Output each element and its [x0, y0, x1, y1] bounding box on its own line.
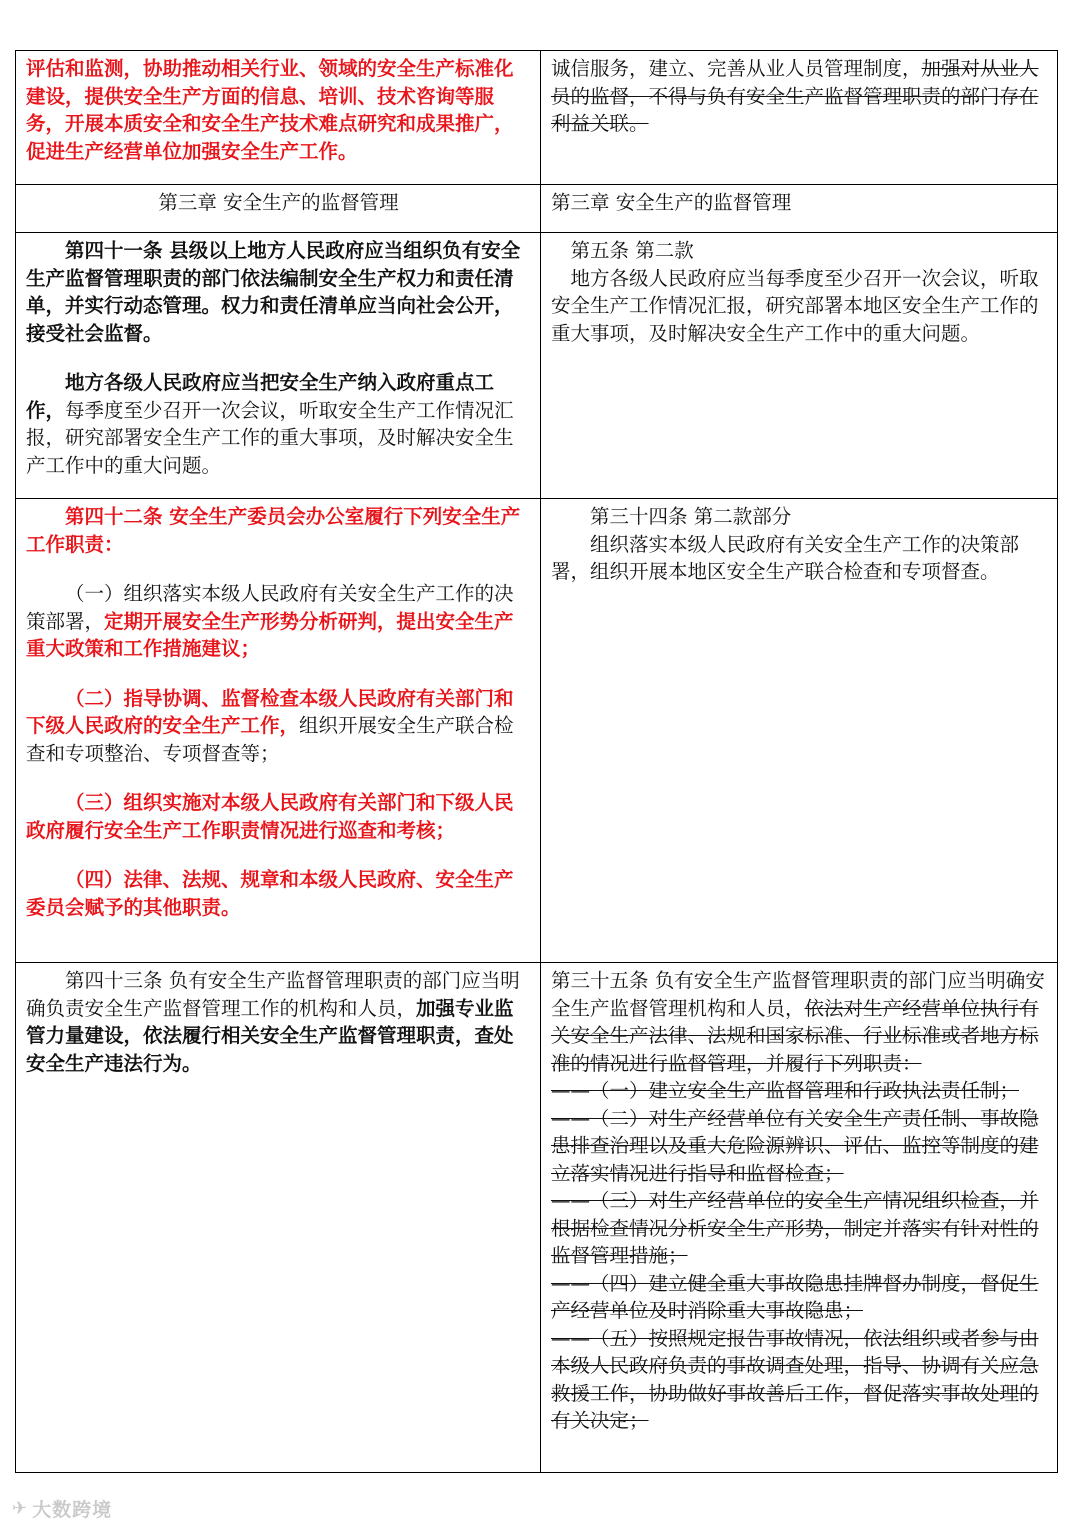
- bold-text: 加强专业监管力量建设，依法履行相关安全生产监督管理职责，查处安全生产违法行为。: [26, 996, 514, 1075]
- watermark: [12, 1495, 112, 1522]
- article-ref-body: 地方各级人民政府应当每季度至少召开一次会议，听取安全生产工作情况汇报，研究部署本地区安全生产工作的重大事项，及时解决安全生产工作中的重大问题。: [551, 266, 1039, 345]
- left-cell: [16, 963, 541, 1473]
- chapter-row: [16, 185, 1058, 233]
- article-35-p1: [551, 967, 1048, 1077]
- struck-item: —— （四）建立健全重大事故隐患挂牌督办制度，督促生产经营单位及时消除重大事故隐患；: [551, 1270, 1048, 1325]
- left-cell: [16, 51, 541, 185]
- red-text: 定期开展安全生产形势分析研判，提出安全生产重大政策和工作措施建议；: [26, 609, 514, 660]
- article-42-item-2: [26, 685, 531, 768]
- struck-text: 依法对生产经营单位执行有关安全生产法律、法规和国家标准、行业标准或者地方标准的情况进行监督管理，并履行下列职责：: [551, 996, 1039, 1075]
- normal-text: 第三十五条 负有安全生产监督管理职责的部门应当明确安全生产监督管理机构和人员，: [551, 969, 1045, 1020]
- article-41-p1: 第四十一条 县级以上地方人民政府应当组织负有安全生产监督管理职责的部门依法编制安全生产权力和责任清单，并实行动态管理。权力和责任清单应当向社会公开，接受社会监督。: [26, 239, 521, 345]
- bold-text: 地方各级人民政府应当把安全生产纳入政府重点工作，: [26, 371, 495, 422]
- normal-text: 每季度至少召开一次会议，听取安全生产工作情况汇报，研究部署安全生产工作的重大事项，及时解决安全生产工作中的重大问题。: [26, 398, 514, 477]
- left-cell: [16, 233, 541, 499]
- right-paragraph: [551, 55, 1048, 138]
- watermark-logo-icon: ✈: [12, 1498, 29, 1519]
- struck-item: —— （三）对生产经营单位的安全生产情况组织检查，并根据检查情况分析安全生产形势，制定并落实有针对性的监督管理措施；: [551, 1187, 1048, 1270]
- article-ref-heading: 第五条 第二款: [570, 239, 694, 262]
- article-42-item-4: （四）法律、法规、规章和本级人民政府、安全生产委员会赋予的其他职责。: [26, 868, 514, 919]
- right-cell: [541, 233, 1058, 499]
- table-row: [16, 963, 1058, 1473]
- right-chapter-title: 第三章 安全生产的监督管理: [541, 185, 1058, 233]
- normal-text: 第四十三条 负有安全生产监督管理职责的部门应当明确负责安全生产监督管理工作的机构和人员，: [26, 969, 520, 1020]
- normal-text: 诚信服务，建立、完善从业人员管理制度，: [551, 57, 922, 80]
- article-ref-heading: 第三十四条 第二款部分: [590, 505, 792, 528]
- right-cell: [541, 963, 1058, 1473]
- left-chapter-title: 第三章 安全生产的监督管理: [16, 185, 541, 233]
- right-cell: [541, 51, 1058, 185]
- article-43-p1: [26, 967, 531, 1077]
- struck-item: —— （五）按照规定报告事故情况，依法组织或者参与由本级人民政府负责的事故调查处理，指导、协调有关应急救援工作，协助做好事故善后工作，督促落实事故处理的有关决定；: [551, 1325, 1048, 1435]
- table-row: [16, 499, 1058, 963]
- struck-text: 加强对从业人员的监督，不得与负有安全生产监督管理职责的部门存在利益关联。: [551, 57, 1039, 135]
- table-row: [16, 233, 1058, 499]
- left-paragraph: 评估和监测，协助推动相关行业、领域的安全生产标准化建设，提供安全生产方面的信息、培训、技术咨询等服务，开展本质安全和安全生产技术难点研究和成果推广，促进生产经营单位加强安全生产工作。: [26, 57, 514, 163]
- article-42-item-1: [26, 580, 531, 663]
- article-42-item-3: （三）组织实施对本级人民政府有关部门和下级人民政府履行安全生产工作职责情况进行巡查和考核；: [26, 791, 514, 842]
- red-text: （二）指导协调、监督检查本级人民政府有关部门和下级人民政府的安全生产工作，: [26, 686, 514, 737]
- left-cell: [16, 499, 541, 963]
- article-42-p1: 第四十二条 安全生产委员会办公室履行下列安全生产工作职责：: [26, 505, 521, 556]
- normal-text: 组织开展安全生产联合检查和专项整治、专项督查等；: [26, 714, 514, 765]
- struck-item: —— （一）建立安全生产监督管理和行政执法责任制；: [551, 1077, 1048, 1105]
- comparison-table: [15, 50, 1058, 1473]
- article-ref-body: 组织落实本级人民政府有关安全生产工作的决策部署，组织开展本地区安全生产联合检查和专项督查。: [551, 532, 1020, 583]
- right-cell: [541, 499, 1058, 963]
- article-41-p2: [26, 369, 531, 479]
- struck-item: —— （二）对生产经营单位有关安全生产责任制、事故隐患排查治理以及重大危险源辨识、评估、监控等制度的建立落实情况进行指导和监督检查；: [551, 1105, 1048, 1188]
- table-row: [16, 51, 1058, 185]
- normal-text: （一）组织落实本级人民政府有关安全生产工作的决策部署，: [26, 582, 514, 633]
- watermark-text: 大数跨境: [32, 1499, 113, 1521]
